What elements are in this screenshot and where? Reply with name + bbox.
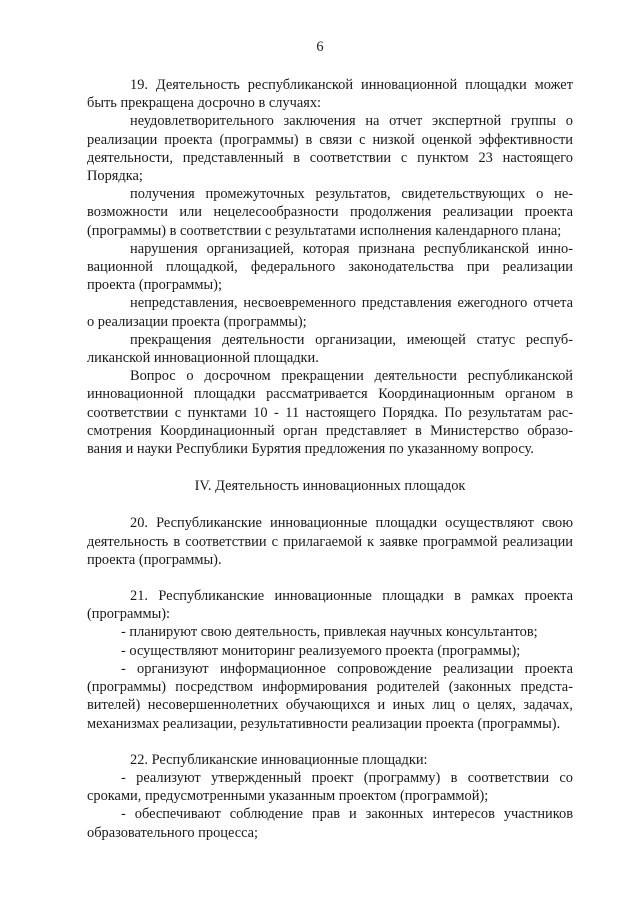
paragraph: Вопрос о досрочном прекращении деятельности республиканской инновационной площадки рассматривается Координационным органом в соответствии с пунктами 10 - 11 настоящего Порядка. По результатам рассмотрения Координационный орган представляет в Министерство образования и науки Республики Бурятия предложения по указанному вопросу.	[87, 368, 573, 458]
paragraph: 22. Республиканские инновационные площадки:	[130, 751, 428, 768]
paragraph: - осуществляют мониторинг реализуемого проекта (программы);	[121, 642, 521, 659]
document-body	[87, 76, 573, 842]
paragraph: нарушения организацией, которая признана республиканской инновационной площадкой, федерального законодательства при реализации проекта (программы);	[87, 240, 573, 294]
paragraph: 21. Республиканские инновационные площадки в рамках проекта (программы):	[87, 588, 573, 623]
paragraph: 19. Деятельность республиканской инновационной площадки может быть прекращена досрочно в случаях:	[87, 77, 573, 112]
paragraph: непредставления, несвоевременного представления ежегодного отчета о реализации проекта (программы);	[87, 295, 573, 330]
paragraph: - организуют информационное сопровождение реализации проекта (программы) посредством информирования родителей (законных представителей) несовершеннолетних обучающихся и иных лиц о целях, задачах, механизмах реализации, результативности реализации проекта (программы).	[87, 660, 573, 732]
paragraph: получения промежуточных результатов, свидетельствующих о невозможности или нецелесообразности продолжения реализации проекта (программы) в соответствии с результатами исполнения календарного плана;	[87, 186, 573, 239]
paragraph: прекращения деятельности организации, имеющей статус республиканской инновационной площадки.	[87, 331, 573, 367]
paragraph: неудовлетворительного заключения на отчет экспертной группы о реализации проекта (программы) в связи с низкой оценкой эффективности деятельности, представленный в соответствии с пунктом 23 настоящего Порядка;	[87, 113, 573, 185]
paragraph: - реализуют утвержденный проект (программу) в соответствии со сроками, предусмотренными указанным проектом (программой);	[87, 769, 573, 805]
page-number: 6	[316, 39, 324, 55]
paragraph: 20. Республиканские инновационные площадки осуществляют свою деятельность в соответствии с прилагаемой к заявке программой реализации проекта (программы).	[87, 515, 573, 568]
section-heading: IV. Деятельность инновационных площадок	[194, 478, 466, 495]
paragraph: - обеспечивают соблюдение прав и законных интересов участников образовательного процесса;	[87, 806, 573, 841]
paragraph: - планируют свою деятельность, привлекая научных консультантов;	[121, 624, 538, 641]
